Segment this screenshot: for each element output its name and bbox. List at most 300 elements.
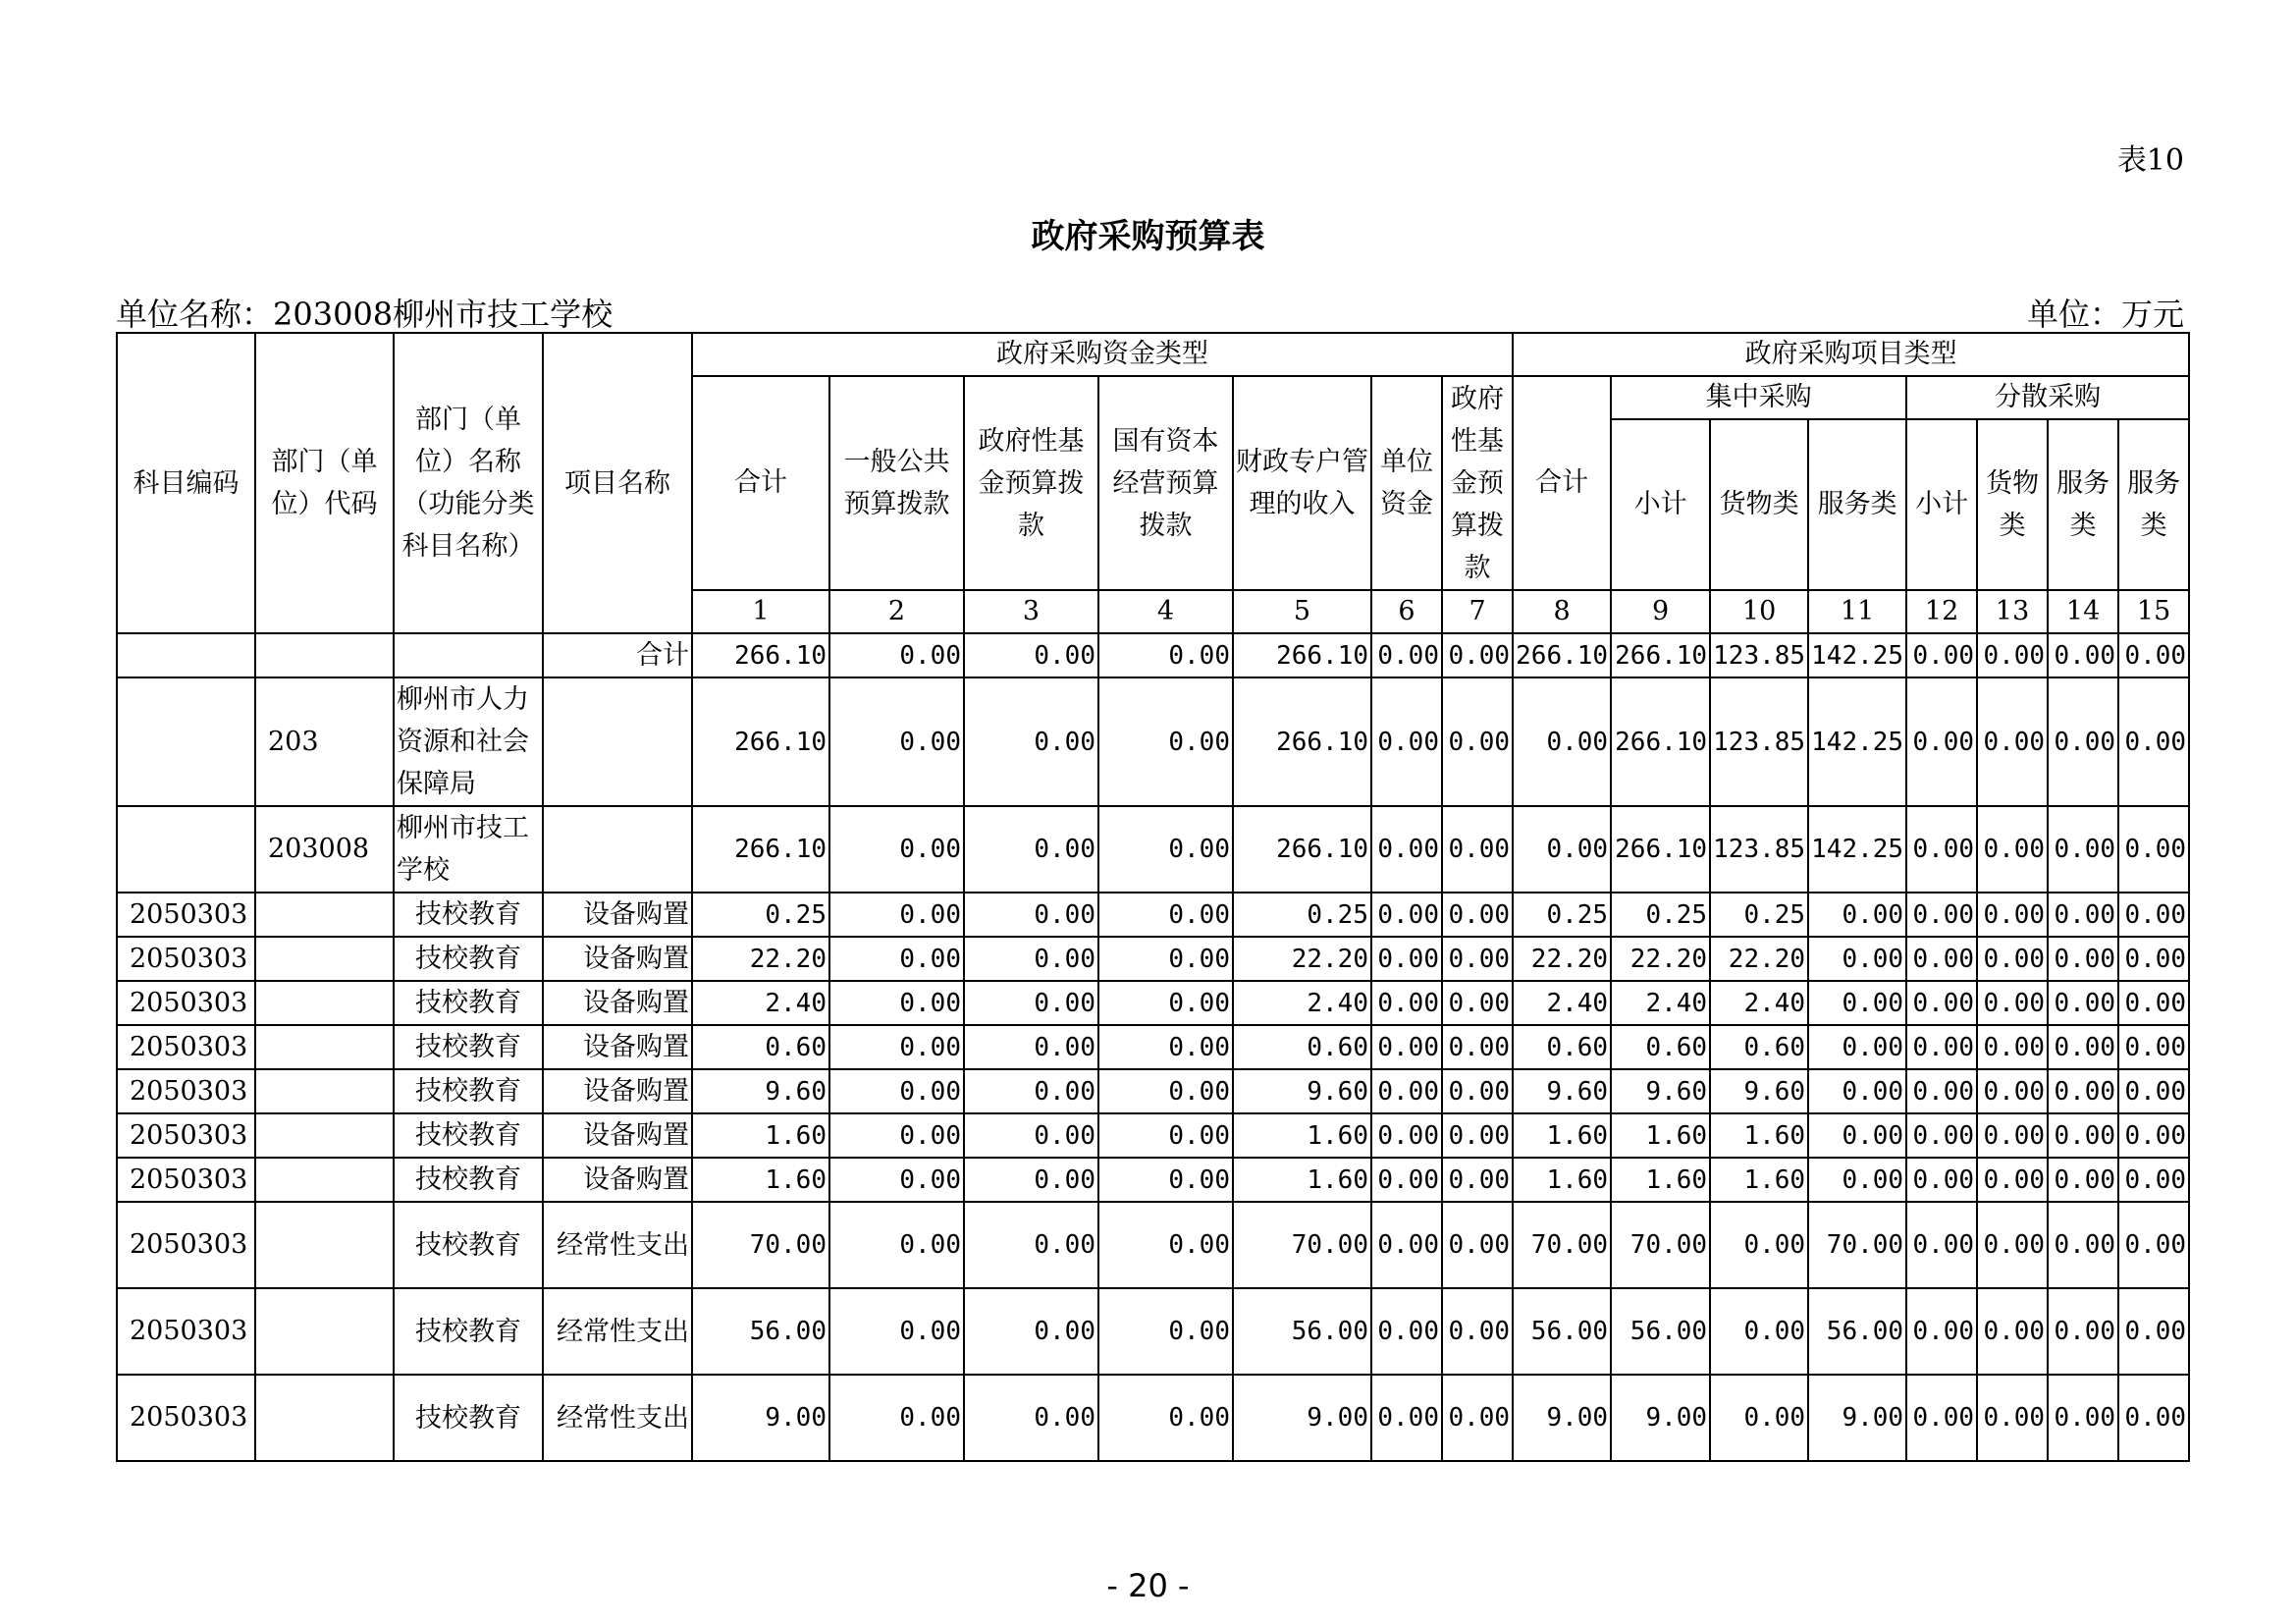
cell-dept-name: 技校教育 xyxy=(394,1113,543,1158)
cell-value: 266.10 xyxy=(1611,806,1710,893)
cell-value: 0.00 xyxy=(2048,1069,2118,1113)
cell-value: 0.00 xyxy=(1371,677,1442,806)
cell-value: 266.10 xyxy=(1611,677,1710,806)
cell-value: 123.85 xyxy=(1710,677,1808,806)
cell-dept-name: 技校教育 xyxy=(394,1025,543,1069)
cell-value: 1.60 xyxy=(1233,1113,1371,1158)
cell-value: 0.00 xyxy=(1906,806,1977,893)
cell-value: 0.00 xyxy=(1098,1375,1233,1461)
cell-value: 0.00 xyxy=(1442,893,1513,937)
cell-project-name: 设备购置 xyxy=(543,981,692,1025)
cell-value: 0.00 xyxy=(1906,981,1977,1025)
cell-value: 266.10 xyxy=(1611,633,1710,677)
cell-value: 0.00 xyxy=(964,1375,1098,1461)
cell-value: 0.00 xyxy=(964,633,1098,677)
table-row xyxy=(117,937,2189,981)
header-dispersed-service-1: 服务类 xyxy=(2048,419,2118,590)
cell-value: 0.25 xyxy=(1233,893,1371,937)
cell-value: 0.60 xyxy=(1233,1025,1371,1069)
cell-value: 0.00 xyxy=(1906,1113,1977,1158)
cell-value: 0.00 xyxy=(1977,1069,2048,1113)
cell-value: 70.00 xyxy=(1808,1202,1906,1288)
cell-value: 0.00 xyxy=(1977,1158,2048,1202)
cell-value: 2.40 xyxy=(692,981,829,1025)
cell-value: 0.00 xyxy=(1977,893,2048,937)
cell-value: 70.00 xyxy=(1513,1202,1611,1288)
cell-dept-code xyxy=(255,937,394,981)
cell-value: 0.60 xyxy=(692,1025,829,1069)
cell-value: 0.00 xyxy=(964,1113,1098,1158)
cell-value: 1.60 xyxy=(1513,1113,1611,1158)
cell-value: 9.60 xyxy=(1710,1069,1808,1113)
cell-value: 266.10 xyxy=(1513,633,1611,677)
cell-value: 0.00 xyxy=(1371,937,1442,981)
cell-value: 0.00 xyxy=(1808,1069,1906,1113)
cell-value: 0.60 xyxy=(1710,1025,1808,1069)
col-number: 6 xyxy=(1371,590,1442,633)
cell-value: 0.00 xyxy=(1710,1375,1808,1461)
cell-value: 0.00 xyxy=(1808,981,1906,1025)
cell-dept-name: 柳州市人力资源和社会保障局 xyxy=(394,677,543,806)
table-row xyxy=(117,806,2189,893)
cell-value: 0.00 xyxy=(1098,893,1233,937)
table-body xyxy=(117,633,2189,1461)
cell-value: 266.10 xyxy=(1233,677,1371,806)
cell-value: 1.60 xyxy=(1710,1113,1808,1158)
cell-value: 0.00 xyxy=(1808,937,1906,981)
cell-value: 22.20 xyxy=(1513,937,1611,981)
cell-value: 0.00 xyxy=(1906,1375,1977,1461)
cell-subject-code: 2050303 xyxy=(117,937,255,981)
col-number: 9 xyxy=(1611,590,1710,633)
cell-value: 0.00 xyxy=(964,1202,1098,1288)
cell-value: 0.00 xyxy=(1977,1025,2048,1069)
col-number: 1 xyxy=(692,590,829,633)
cell-value: 0.00 xyxy=(964,1158,1098,1202)
cell-value: 56.00 xyxy=(1513,1288,1611,1375)
table-row xyxy=(117,1288,2189,1375)
cell-value: 0.00 xyxy=(2048,1113,2118,1158)
unit-label: 单位：万元 xyxy=(2026,296,2184,333)
table-id: 表10 xyxy=(2116,143,2184,178)
cell-value: 0.60 xyxy=(1513,1025,1611,1069)
cell-project-name: 设备购置 xyxy=(543,1158,692,1202)
unit-name: 单位名称：203008柳州市技工学校 xyxy=(116,296,614,333)
cell-value: 0.25 xyxy=(1513,893,1611,937)
cell-value: 0.25 xyxy=(1710,893,1808,937)
cell-value: 1.60 xyxy=(1233,1158,1371,1202)
header-fund-total: 合计 xyxy=(692,376,829,590)
cell-value: 0.00 xyxy=(1371,1158,1442,1202)
cell-subject-code: 2050303 xyxy=(117,1069,255,1113)
cell-project-name: 设备购置 xyxy=(543,1025,692,1069)
col-number: 5 xyxy=(1233,590,1371,633)
cell-value: 0.00 xyxy=(1442,1375,1513,1461)
cell-subject-code: 2050303 xyxy=(117,1288,255,1375)
cell-value: 22.20 xyxy=(692,937,829,981)
col-number: 4 xyxy=(1098,590,1233,633)
table-row xyxy=(117,1158,2189,1202)
cell-value: 0.00 xyxy=(1442,937,1513,981)
procurement-budget-table xyxy=(116,332,2190,1462)
cell-dept-code: 203008 xyxy=(255,806,394,893)
cell-value: 1.60 xyxy=(1611,1158,1710,1202)
table-row xyxy=(117,633,2189,677)
cell-value: 0.00 xyxy=(1098,1202,1233,1288)
cell-dept-name: 技校教育 xyxy=(394,1202,543,1288)
header-subject-code: 科目编码 xyxy=(117,333,255,633)
cell-subject-code: 2050303 xyxy=(117,1202,255,1288)
cell-value: 0.00 xyxy=(1442,677,1513,806)
cell-subject-code: 2050303 xyxy=(117,1375,255,1461)
cell-subject-code xyxy=(117,806,255,893)
cell-value: 0.25 xyxy=(1611,893,1710,937)
cell-value: 0.00 xyxy=(2048,893,2118,937)
cell-dept-code xyxy=(255,1113,394,1158)
cell-value: 0.00 xyxy=(829,1202,964,1288)
cell-value: 9.00 xyxy=(1611,1375,1710,1461)
cell-value: 0.00 xyxy=(2118,1158,2189,1202)
cell-project-name: 经常性支出 xyxy=(543,1288,692,1375)
cell-value: 0.00 xyxy=(1906,1025,1977,1069)
cell-value: 9.00 xyxy=(1513,1375,1611,1461)
cell-value: 0.00 xyxy=(1906,1288,1977,1375)
cell-value: 0.00 xyxy=(829,1288,964,1375)
col-number: 2 xyxy=(829,590,964,633)
cell-value: 0.00 xyxy=(1442,633,1513,677)
cell-value: 0.00 xyxy=(964,937,1098,981)
cell-value: 142.25 xyxy=(1808,806,1906,893)
header-central-service: 服务类 xyxy=(1808,419,1906,590)
cell-value: 0.00 xyxy=(1442,1288,1513,1375)
col-number: 13 xyxy=(1977,590,2048,633)
cell-dept-name: 技校教育 xyxy=(394,937,543,981)
cell-value: 0.00 xyxy=(1808,893,1906,937)
header-dispersed-goods: 货物类 xyxy=(1977,419,2048,590)
cell-dept-name: 技校教育 xyxy=(394,1069,543,1113)
table-row xyxy=(117,893,2189,937)
cell-value: 0.00 xyxy=(1710,1202,1808,1288)
cell-value: 9.60 xyxy=(1611,1069,1710,1113)
cell-project-name: 设备购置 xyxy=(543,1069,692,1113)
cell-value: 0.00 xyxy=(1098,1025,1233,1069)
header-dispersed-subtotal: 小计 xyxy=(1906,419,1977,590)
header-dispersed: 分散采购 xyxy=(1906,376,2189,419)
cell-project-name: 设备购置 xyxy=(543,893,692,937)
page-title: 政府采购预算表 xyxy=(1031,217,1265,256)
cell-value: 0.00 xyxy=(1098,633,1233,677)
table-row xyxy=(117,1202,2189,1288)
cell-value: 0.00 xyxy=(1513,677,1611,806)
col-number: 10 xyxy=(1710,590,1808,633)
cell-value: 0.00 xyxy=(1906,1202,1977,1288)
cell-value: 0.00 xyxy=(1710,1288,1808,1375)
cell-value: 0.00 xyxy=(2048,981,2118,1025)
cell-dept-code xyxy=(255,1025,394,1069)
header-gov-fund-2: 政府性基金预算拨款 xyxy=(1442,376,1513,590)
table-row xyxy=(117,1025,2189,1069)
cell-dept-name: 柳州市技工学校 xyxy=(394,806,543,893)
cell-value: 0.00 xyxy=(2048,937,2118,981)
cell-value: 2.40 xyxy=(1233,981,1371,1025)
header-project-type: 政府采购项目类型 xyxy=(1513,333,2189,376)
cell-value: 0.00 xyxy=(1098,1288,1233,1375)
cell-value: 22.20 xyxy=(1710,937,1808,981)
cell-value: 0.00 xyxy=(1442,1202,1513,1288)
header-general-budget: 一般公共预算拨款 xyxy=(829,376,964,590)
cell-value: 0.00 xyxy=(1442,1025,1513,1069)
col-number: 12 xyxy=(1906,590,1977,633)
cell-value: 266.10 xyxy=(692,633,829,677)
cell-value: 123.85 xyxy=(1710,633,1808,677)
cell-value: 0.00 xyxy=(2118,1113,2189,1158)
cell-value: 70.00 xyxy=(1233,1202,1371,1288)
col-number: 3 xyxy=(964,590,1098,633)
cell-subject-code: 2050303 xyxy=(117,893,255,937)
cell-value: 1.60 xyxy=(692,1113,829,1158)
cell-value: 266.10 xyxy=(1233,633,1371,677)
cell-value: 0.00 xyxy=(829,1113,964,1158)
cell-value: 0.00 xyxy=(2118,1288,2189,1375)
cell-value: 1.60 xyxy=(1513,1158,1611,1202)
cell-value: 0.00 xyxy=(2048,1375,2118,1461)
col-number: 14 xyxy=(2048,590,2118,633)
cell-value: 0.00 xyxy=(829,893,964,937)
cell-value: 2.40 xyxy=(1710,981,1808,1025)
cell-value: 0.00 xyxy=(1371,1288,1442,1375)
cell-dept-name: 技校教育 xyxy=(394,1158,543,1202)
cell-value: 56.00 xyxy=(1611,1288,1710,1375)
header-central-subtotal: 小计 xyxy=(1611,419,1710,590)
cell-value: 0.00 xyxy=(2118,677,2189,806)
cell-value: 1.60 xyxy=(1611,1113,1710,1158)
cell-value: 266.10 xyxy=(1233,806,1371,893)
header-central: 集中采购 xyxy=(1611,376,1906,419)
cell-dept-name: 技校教育 xyxy=(394,1375,543,1461)
cell-value: 0.00 xyxy=(1098,981,1233,1025)
cell-value: 0.00 xyxy=(1371,893,1442,937)
cell-value: 0.00 xyxy=(2048,677,2118,806)
table-row xyxy=(117,981,2189,1025)
cell-value: 0.00 xyxy=(1098,677,1233,806)
cell-value: 56.00 xyxy=(692,1288,829,1375)
cell-value: 0.00 xyxy=(1977,633,2048,677)
cell-project-name: 设备购置 xyxy=(543,1113,692,1158)
cell-value: 0.00 xyxy=(964,1025,1098,1069)
cell-value: 0.00 xyxy=(1906,1158,1977,1202)
cell-value: 142.25 xyxy=(1808,633,1906,677)
cell-value: 2.40 xyxy=(1611,981,1710,1025)
cell-value: 0.00 xyxy=(2048,1158,2118,1202)
header-dispersed-service-2: 服务类 xyxy=(2118,419,2189,590)
cell-value: 0.00 xyxy=(2048,1288,2118,1375)
cell-value: 0.00 xyxy=(1442,806,1513,893)
cell-value: 70.00 xyxy=(1611,1202,1710,1288)
cell-value: 0.00 xyxy=(2118,937,2189,981)
cell-project-name: 合计 xyxy=(543,633,692,677)
cell-dept-code xyxy=(255,1158,394,1202)
cell-subject-code xyxy=(117,633,255,677)
cell-value: 0.00 xyxy=(1371,1375,1442,1461)
cell-value: 22.20 xyxy=(1233,937,1371,981)
cell-value: 0.00 xyxy=(2048,1025,2118,1069)
cell-value: 0.00 xyxy=(964,806,1098,893)
cell-dept-name: 技校教育 xyxy=(394,1288,543,1375)
cell-dept-code xyxy=(255,1288,394,1375)
header-project-total: 合计 xyxy=(1513,376,1611,590)
cell-value: 142.25 xyxy=(1808,677,1906,806)
cell-value: 0.00 xyxy=(829,806,964,893)
cell-value: 56.00 xyxy=(1808,1288,1906,1375)
cell-value: 0.00 xyxy=(1977,1375,2048,1461)
cell-value: 0.00 xyxy=(829,937,964,981)
cell-value: 0.00 xyxy=(1977,677,2048,806)
cell-value: 22.20 xyxy=(1611,937,1710,981)
col-number: 11 xyxy=(1808,590,1906,633)
header-gov-fund: 政府性基金预算拨款 xyxy=(964,376,1098,590)
cell-dept-code xyxy=(255,893,394,937)
cell-dept-code xyxy=(255,981,394,1025)
cell-project-name: 设备购置 xyxy=(543,937,692,981)
cell-value: 0.00 xyxy=(964,677,1098,806)
col-number: 8 xyxy=(1513,590,1611,633)
cell-value: 0.00 xyxy=(1442,1113,1513,1158)
cell-dept-name xyxy=(394,633,543,677)
header-unit-fund: 单位资金 xyxy=(1371,376,1442,590)
cell-project-name: 经常性支出 xyxy=(543,1375,692,1461)
header-dept-code: 部门（单位）代码 xyxy=(255,333,394,633)
cell-value: 0.00 xyxy=(2048,806,2118,893)
cell-value: 0.00 xyxy=(1371,1113,1442,1158)
cell-value: 0.00 xyxy=(964,981,1098,1025)
cell-value: 70.00 xyxy=(692,1202,829,1288)
cell-value: 0.00 xyxy=(2118,1202,2189,1288)
cell-value: 56.00 xyxy=(1233,1288,1371,1375)
cell-subject-code: 2050303 xyxy=(117,1113,255,1158)
page-number: - 20 - xyxy=(1106,1567,1190,1604)
cell-value: 0.00 xyxy=(2118,1069,2189,1113)
cell-value: 0.00 xyxy=(2048,1202,2118,1288)
cell-value: 0.00 xyxy=(1906,937,1977,981)
cell-dept-code xyxy=(255,1375,394,1461)
cell-value: 0.00 xyxy=(1371,633,1442,677)
cell-value: 9.00 xyxy=(692,1375,829,1461)
cell-project-name: 经常性支出 xyxy=(543,1202,692,1288)
cell-value: 2.40 xyxy=(1513,981,1611,1025)
cell-subject-code xyxy=(117,677,255,806)
cell-value: 0.00 xyxy=(2118,1025,2189,1069)
cell-value: 0.00 xyxy=(1977,806,2048,893)
cell-value: 0.00 xyxy=(1371,1025,1442,1069)
cell-value: 0.00 xyxy=(2118,981,2189,1025)
cell-value: 0.00 xyxy=(1098,1113,1233,1158)
cell-value: 0.00 xyxy=(829,633,964,677)
cell-value: 0.00 xyxy=(1808,1025,1906,1069)
header-fund-type: 政府采购资金类型 xyxy=(692,333,1513,376)
cell-value: 0.00 xyxy=(1906,677,1977,806)
cell-value: 9.00 xyxy=(1233,1375,1371,1461)
cell-value: 9.60 xyxy=(1513,1069,1611,1113)
cell-value: 266.10 xyxy=(692,677,829,806)
cell-value: 0.00 xyxy=(1977,981,2048,1025)
cell-value: 0.00 xyxy=(2048,633,2118,677)
header-special-income: 财政专户管理的收入 xyxy=(1233,376,1371,590)
cell-value: 0.00 xyxy=(1098,1158,1233,1202)
col-number: 7 xyxy=(1442,590,1513,633)
cell-value: 0.00 xyxy=(1906,1069,1977,1113)
cell-subject-code: 2050303 xyxy=(117,1158,255,1202)
cell-value: 0.00 xyxy=(2118,1375,2189,1461)
cell-dept-name: 技校教育 xyxy=(394,893,543,937)
cell-subject-code: 2050303 xyxy=(117,1025,255,1069)
cell-project-name xyxy=(543,677,692,806)
cell-value: 0.00 xyxy=(829,1025,964,1069)
cell-value: 9.00 xyxy=(1808,1375,1906,1461)
cell-value: 0.25 xyxy=(692,893,829,937)
cell-value: 0.00 xyxy=(2118,893,2189,937)
cell-value: 0.00 xyxy=(829,1158,964,1202)
cell-value: 0.00 xyxy=(1977,1202,2048,1288)
cell-value: 0.00 xyxy=(1371,981,1442,1025)
table-row xyxy=(117,1113,2189,1158)
cell-value: 0.00 xyxy=(1371,1202,1442,1288)
cell-value: 0.00 xyxy=(1098,1069,1233,1113)
cell-value: 0.00 xyxy=(964,893,1098,937)
table-row xyxy=(117,1375,2189,1461)
col-number: 15 xyxy=(2118,590,2189,633)
table-row xyxy=(117,677,2189,806)
cell-value: 0.00 xyxy=(964,1288,1098,1375)
header-project-name: 项目名称 xyxy=(543,333,692,633)
header-dept-name: 部门（单位）名称（功能分类科目名称） xyxy=(394,333,543,633)
cell-value: 0.00 xyxy=(1371,1069,1442,1113)
header-state-capital: 国有资本经营预算拨款 xyxy=(1098,376,1233,590)
cell-value: 0.00 xyxy=(829,981,964,1025)
cell-value: 0.00 xyxy=(1442,1069,1513,1113)
cell-value: 0.00 xyxy=(1442,1158,1513,1202)
cell-value: 0.00 xyxy=(1808,1158,1906,1202)
cell-value: 0.00 xyxy=(1442,981,1513,1025)
cell-value: 0.00 xyxy=(2118,633,2189,677)
cell-value: 123.85 xyxy=(1710,806,1808,893)
cell-value: 0.00 xyxy=(1808,1113,1906,1158)
cell-subject-code: 2050303 xyxy=(117,981,255,1025)
cell-value: 0.00 xyxy=(2118,806,2189,893)
cell-value: 0.00 xyxy=(1371,806,1442,893)
cell-value: 0.00 xyxy=(829,1069,964,1113)
cell-project-name xyxy=(543,806,692,893)
cell-value: 0.00 xyxy=(1098,806,1233,893)
cell-dept-name: 技校教育 xyxy=(394,981,543,1025)
cell-dept-code xyxy=(255,633,394,677)
cell-dept-code xyxy=(255,1069,394,1113)
cell-value: 0.00 xyxy=(964,1069,1098,1113)
header-central-goods: 货物类 xyxy=(1710,419,1808,590)
cell-value: 9.60 xyxy=(1233,1069,1371,1113)
cell-value: 0.00 xyxy=(1977,1113,2048,1158)
cell-value: 266.10 xyxy=(692,806,829,893)
cell-value: 9.60 xyxy=(692,1069,829,1113)
cell-value: 0.00 xyxy=(1977,937,2048,981)
cell-value: 0.00 xyxy=(829,1375,964,1461)
cell-dept-code: 203 xyxy=(255,677,394,806)
cell-value: 0.60 xyxy=(1611,1025,1710,1069)
cell-value: 0.00 xyxy=(1977,1288,2048,1375)
cell-value: 0.00 xyxy=(1906,893,1977,937)
cell-value: 1.60 xyxy=(692,1158,829,1202)
cell-value: 1.60 xyxy=(1710,1158,1808,1202)
cell-value: 0.00 xyxy=(1906,633,1977,677)
